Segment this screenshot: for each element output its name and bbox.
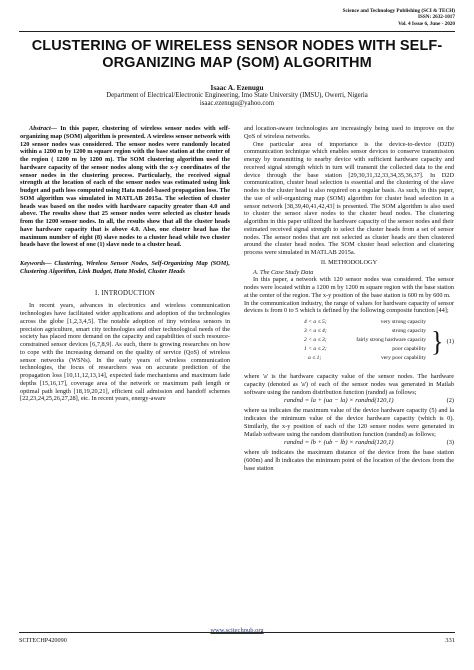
equation-3-formula: randnd = lb + (ub − lb) × randnd(120,1) <box>284 439 394 447</box>
header-rule <box>19 31 455 32</box>
abstract <box>20 125 230 249</box>
author-email[interactable]: isaac.ezenugu@yahoo.com <box>199 100 275 108</box>
right-brace-symbol: } <box>431 325 444 358</box>
paragraph-ub-lb: where ub indicates the maximum distance of the device from the base station (600m) and lb indicates the minimum point of the location of the devices from the base station <box>244 449 454 472</box>
equation-2 <box>244 397 454 406</box>
paragraph-continued: and location-aware technologies are increasingly being used to improve on the QoS of wireless networks. <box>244 125 454 140</box>
keywords-label: Keywords— <box>20 260 52 267</box>
paragraph-capacity-range: In the communication industry, the range of values for hardware capacity of sensor devices is from 0 to 5 which is defined by the following composite function [44]; <box>244 299 454 315</box>
methodology-heading: II. METHODOLOGY <box>320 258 378 266</box>
page-number: 331 <box>445 637 455 644</box>
keywords-text: Clustering, Wireless Sensor Nodes, Self-Organizing Map (SOM), Clustering Algorithm, Link Budget, Hata Model, Cluster Heads <box>20 260 230 275</box>
journal-header <box>343 8 455 27</box>
paper-title: CLUSTERING OF WIRELESS SENSOR NODES WITH SELF-ORGANIZING MAP (SOM) ALGORITHM <box>31 38 443 71</box>
condition-5: a ≤ 1; <box>308 355 322 361</box>
paper-id: SCITECHP420090 <box>19 637 67 644</box>
intro-paragraph: In recent years, advances in electronics and wireless communication technologies have facilitated wider applications and adoption of the technologies across the globe [1,2,3,4,5]. The notable adoption of tiny wireless sensors in precision agriculture, smart city technologies and other technological needs of the society has placed more demand on the capacity and capabilities of such resource-constrained sensor devices [6,7,8,9]. As such, there is growing researches on how to cope with the increasing demand on the quality of service (QoS) of wireless sensor networks (WSNs). In the early years of wireless communication technologies, the focus of researchers was on accurate prediction of the propagation loss [10,11,12,13,14], expected fade mechanisms and maximum fade depths [15,16,17], coverage area of the network or maximum path length or optimal path length [18,19,20,21], efficient call admission and handoff schemes [22,23,24,25,26,27,28], etc. In recent years, energy-aware <box>20 302 230 403</box>
condition-3-label: fairly strong hardware capacity <box>356 337 426 343</box>
right-column <box>244 125 454 473</box>
condition-4: 1 < a ≤ 2; <box>304 346 327 352</box>
abstract-text: In this paper, clustering of wireless sensor nodes with self-organizing map (SOM) algorithm is presented. A wireless sensor network with 120 sensor nodes was considered. The sensor nodes were randomly located within a 1200 m by 1200 m square region with the base station at the center of the region ( 1200 m by 1200 m). The SOM clustering algorithm used the hardware capacity of the sensor nodes along with the x-y coordinates of the sensor nodes in the clustering process. Particularly, the received signal strength at the location of each of the sensor nodes was estimated using link budget and path loss computed using Hata model-based propagation loss. The SOM algorithm was simulated in MATLAB 2015a. The selection of cluster heads was based on the nodes with hardware capacity greater than 4.0 and above. The results show that 25 sensor nodes were selected as cluster heads from the 1200 sensor nodes. In all, the results show that all the cluster heads have hardware capacity that is above 4.0. Also, one cluster head has the maximum number of eight (8) slave nodes to a cluster head while two cluster heads have the lowest of one (1) slave node to a cluster head. <box>20 125 230 249</box>
condition-2: 3 < a ≤ 4; <box>304 328 327 334</box>
keywords <box>20 260 230 276</box>
volume-issue: Vol. 4 Issue 6, June - 2020 <box>398 20 455 27</box>
issn: ISSN: 2632-1017 <box>417 14 455 21</box>
condition-5-label: very poor capability <box>380 355 426 361</box>
paragraph-d2d: One particular area of importance is the device-to-device (D2D) communication technique which enables sensor devices to conserve transmission energy by transmitting to nearby device with sufficient hardware capacity and received signal strength which in turn will transmit the collected data to the end device through the base station [29,30,31,32,33,34,35,36,37]. In D2D communication, cluster head selection is essential and the clustering of the slave nodes to the cluster head is also required on a regular basis. As such, in this paper, the use of self-organizing map (SOM) algorithm for cluster head selection in a sensor network [38,39,40,41,42,43] is presented. The SOM algorithm is also used to cluster the sensor slave nodes to the cluster head nodes. The clustering algorithm in this paper utilized the hardware capacity of the sensor nodes and their estimated received signal strength to select the cluster heads from a set of sensor nodes. The sensor nodes that are not selected as cluster heads are then clustered around the cluster head nodes. The SOM cluster head selection and clustering process were simulated in MATLAB 2015a. <box>244 140 454 256</box>
paragraph-ua-la: where ua indicates the maximum value of the device hardware capacity (5) and la indicates the minimum value of the device hardware capacity (which is 0). Similarly, the x-y position of each of the 120 sensor nodes were generated in Matlab software using the random distribution function (randnd) as follows; <box>244 407 454 438</box>
condition-1: 4 < a ≤ 5; <box>304 319 327 325</box>
paragraph-hardware-capacity: where 'a' is the hardware capacity value of the sensor nodes. The hardware capacity (denoted as 'a') of each of the sensor nodes was generated in Matlab software using the random distribution function (randnd) as follows; <box>244 373 454 396</box>
footer-rule <box>19 632 455 633</box>
journal-website-link[interactable]: www.scitechpub.org <box>210 627 264 634</box>
publisher-name: Science and Technology Publishing (SCI & TECH) <box>342 8 455 14</box>
condition-4-label: poor capability <box>392 346 426 352</box>
author-block <box>19 84 455 109</box>
intro-heading: I. INTRODUCTION <box>94 289 155 297</box>
condition-1-label: very strong capacity <box>380 319 426 325</box>
left-column <box>20 125 230 403</box>
author-name: Isaac A. Ezenugu <box>210 84 264 92</box>
abstract-label: Abstract— <box>29 125 57 132</box>
equation-2-number: (2) <box>446 397 454 405</box>
equation-1-number: (1) <box>446 338 454 345</box>
equation-2-formula: randnd = la + (ua − la) × randnd(120,1) <box>284 397 394 405</box>
equation-3-number: (3) <box>446 439 454 447</box>
condition-2-label: strong capacity <box>391 328 426 334</box>
equation-3 <box>244 439 454 448</box>
condition-3: 2 < a ≤ 3; <box>304 337 327 343</box>
paragraph-case-study: In this paper, a network with 120 sensor nodes was considered. The sensor nodes were located within a 1200 m by 1200 m square region with the base station at the center of the region. The x-y position of the base station is 600 m by 600 m. <box>244 276 454 299</box>
equation-1-capacity-function <box>244 318 454 370</box>
author-affiliation: Department of Electrical/Electronic Engineering, Imo State University (IMSU), Owerri, Nigeria <box>106 92 368 100</box>
case-study-heading: A. The Case Study Data <box>253 268 314 276</box>
